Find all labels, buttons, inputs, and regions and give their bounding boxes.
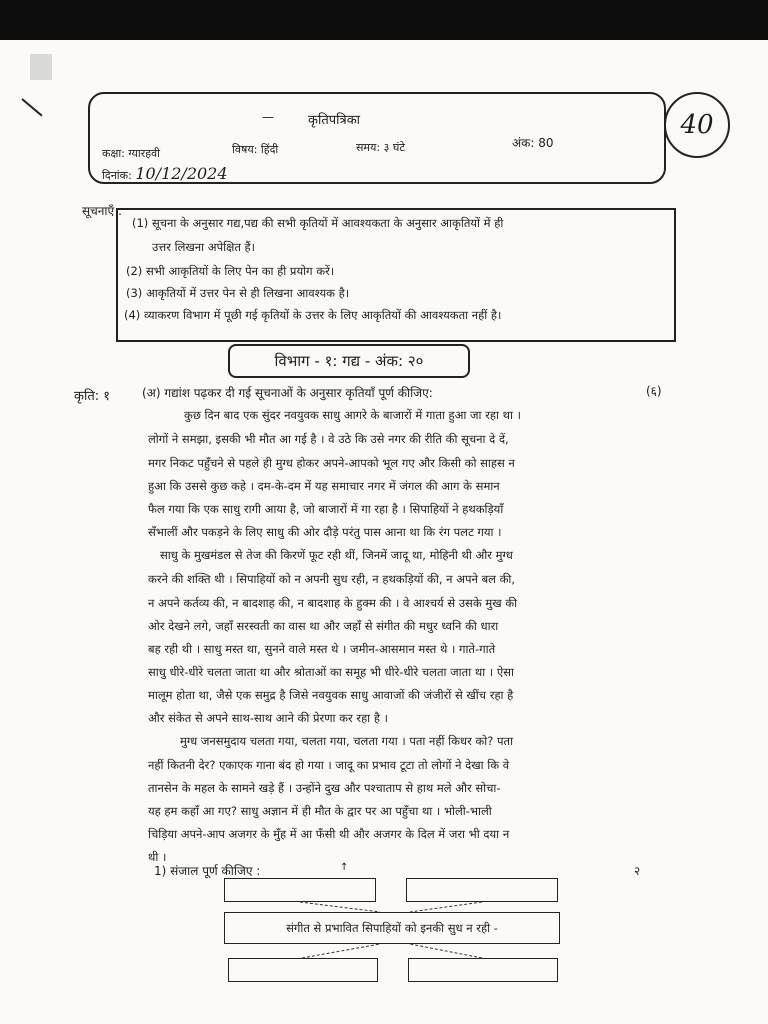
passage-line: मगर निकट पहुँचने से पहले ही मुग्ध होकर अपने-आपको भूल गए और किसी को साहस न <box>148 456 515 470</box>
passage-line: साधु के मुखमंडल से तेज की किरणें फूट रही थीं, जिनमें जादू था, मोहिनी थी और मुग्ध <box>160 548 513 562</box>
passage-line: सँभालीं और पकड़ने के लिए साधु की ओर दौड़े परंतु पास आना था कि रंग पलट गया । <box>148 525 502 539</box>
passage-line: साधु धीरे-धीरे चलता जाता था और श्रोताओं का समूह भी धीरे-धीरे चलता जाता था । ऐसा <box>148 665 514 679</box>
question-marks: (६) <box>646 384 662 398</box>
section-heading: विभाग - १: गद्य - अंक: २० <box>228 344 470 378</box>
score-circle: 40 <box>664 92 730 158</box>
header-dash: — <box>262 110 274 124</box>
date-value: 10/12/2024 <box>135 164 228 183</box>
connector-line <box>300 902 380 912</box>
subquestion-label: 1) संजाल पूर्ण कीजिए : <box>154 864 261 878</box>
question-label: कृति: १ <box>74 389 111 404</box>
passage-line: थी । <box>148 850 167 864</box>
web-center-box: संगीत से प्रभावित सिपाहियों को इनकी सुध न रही - <box>224 912 560 944</box>
passage-line: चिड़िया अपने-आप अजगर के मुँह में आ फँसी थी और अजगर के दिल में जरा भी दया न <box>148 827 510 841</box>
connector-line <box>410 944 482 958</box>
instruction-item: (4) व्याकरण विभाग में पूछी गई कृतियों के उत्तर के लिए आकृतियों की आवश्यकता नहीं है। <box>124 308 502 322</box>
passage-line: तानसेन के महल के सामने खड़े हैं । उन्होंने दुख और पश्चाताप से हाथ मले और सोचा- <box>148 781 501 795</box>
passage-line: लोगों ने समझा, इसकी भी मौत आ गई है । वे उठे कि उसे नगर की रीति की सूचना दे दें, <box>148 432 509 446</box>
passage-line: ओर देखने लगे, जहाँ सरस्वती का वास था और जहाँ से संगीत की मधुर ध्वनि की धारा <box>148 619 499 633</box>
passage-line: नहीं कितनी देर? एकाएक गाना बंद हो गया । जादू का प्रभाव टूटा तो लोगों ने देखा कि वे <box>148 758 510 772</box>
passage-line: न अपने कर्तव्य की, न बादशाह की, न बादशाह के हुक्म की । वे आश्चर्य से उसके मुख की <box>148 596 518 610</box>
passage-line: मालूम होता था, जैसे एक समुद्र है जिसे नवयुवक साधु आवाजों की जंजीरों से खींच रहा है <box>148 688 514 702</box>
instruction-item: (2) सभी आकृतियों के लिए पेन का ही प्रयोग करें। <box>126 264 335 278</box>
connector-line <box>410 902 482 912</box>
marks-label: अंक: 80 <box>512 136 554 150</box>
passage-line: कुछ दिन बाद एक सुंदर नवयुवक साधु आगरे के बाजारों में गाता हुआ जा रहा था । <box>184 408 521 422</box>
passage-line: बह रही थी । साधु मस्त था, सुनने वाले मस्त थे । जमीन-आसमान मस्त थे । गाते-गाते <box>148 642 496 656</box>
instructions-heading: सूचनाएँ : <box>82 204 122 218</box>
connector-line <box>302 944 380 958</box>
instruction-item: उत्तर लिखना अपेक्षित हैं। <box>152 240 256 254</box>
passage-line: मुग्ध जनसमुदाय चलता गया, चलता गया, चलता गया । पता नहीं किधर को? पता <box>180 734 514 748</box>
passage-line: और संकेत से अपने साथ-साथ आने की प्रेरणा कर रहा है । <box>148 711 388 725</box>
subquestion-tick: ↑ <box>340 862 349 873</box>
instruction-item: (1) सूचना के अनुसार गद्य,पद्य की सभी कृतियों में आवश्यकता के अनुसार आकृतियों में ही <box>132 216 504 230</box>
class-label: कक्षा: ग्यारहवी <box>102 147 161 160</box>
time-label: समय: ३ घंटे <box>356 141 405 154</box>
instruction-item: (3) आकृतियों में उत्तर पेन से ही लिखना आवश्यक है। <box>126 286 350 300</box>
paper-title: कृतिपत्रिका <box>308 113 361 128</box>
date-label: दिनांक: <box>102 169 132 182</box>
subject-label: विषय: हिंदी <box>232 143 279 156</box>
passage-line: यह हम कहाँ आ गए? साधु अज्ञान में ही मौत के द्वार पर आ पहुँचा था । भोली-भाली <box>148 804 492 818</box>
passage-line: करने की शक्ति थी । सिपाहियों को न अपनी सुध रही, न हथकड़ियों की, न अपने बल की, <box>148 572 516 586</box>
subquestion-marks: २ <box>634 864 641 878</box>
passage-line: हुआ कि उससे कुछ कहे । दम-के-दम में यह समाचार नगर में जंगल की आग के समान <box>148 479 500 493</box>
passage-line: फैल गया कि एक साधु रागी आया है, जो बाजारों में गा रहा है । सिपाहियों ने हथकड़ियाँ <box>148 502 504 516</box>
question-text: (अ) गद्यांश पढ़कर दी गई सूचनाओं के अनुसार कृतियाँ पूर्ण कीजिए: <box>142 386 433 400</box>
